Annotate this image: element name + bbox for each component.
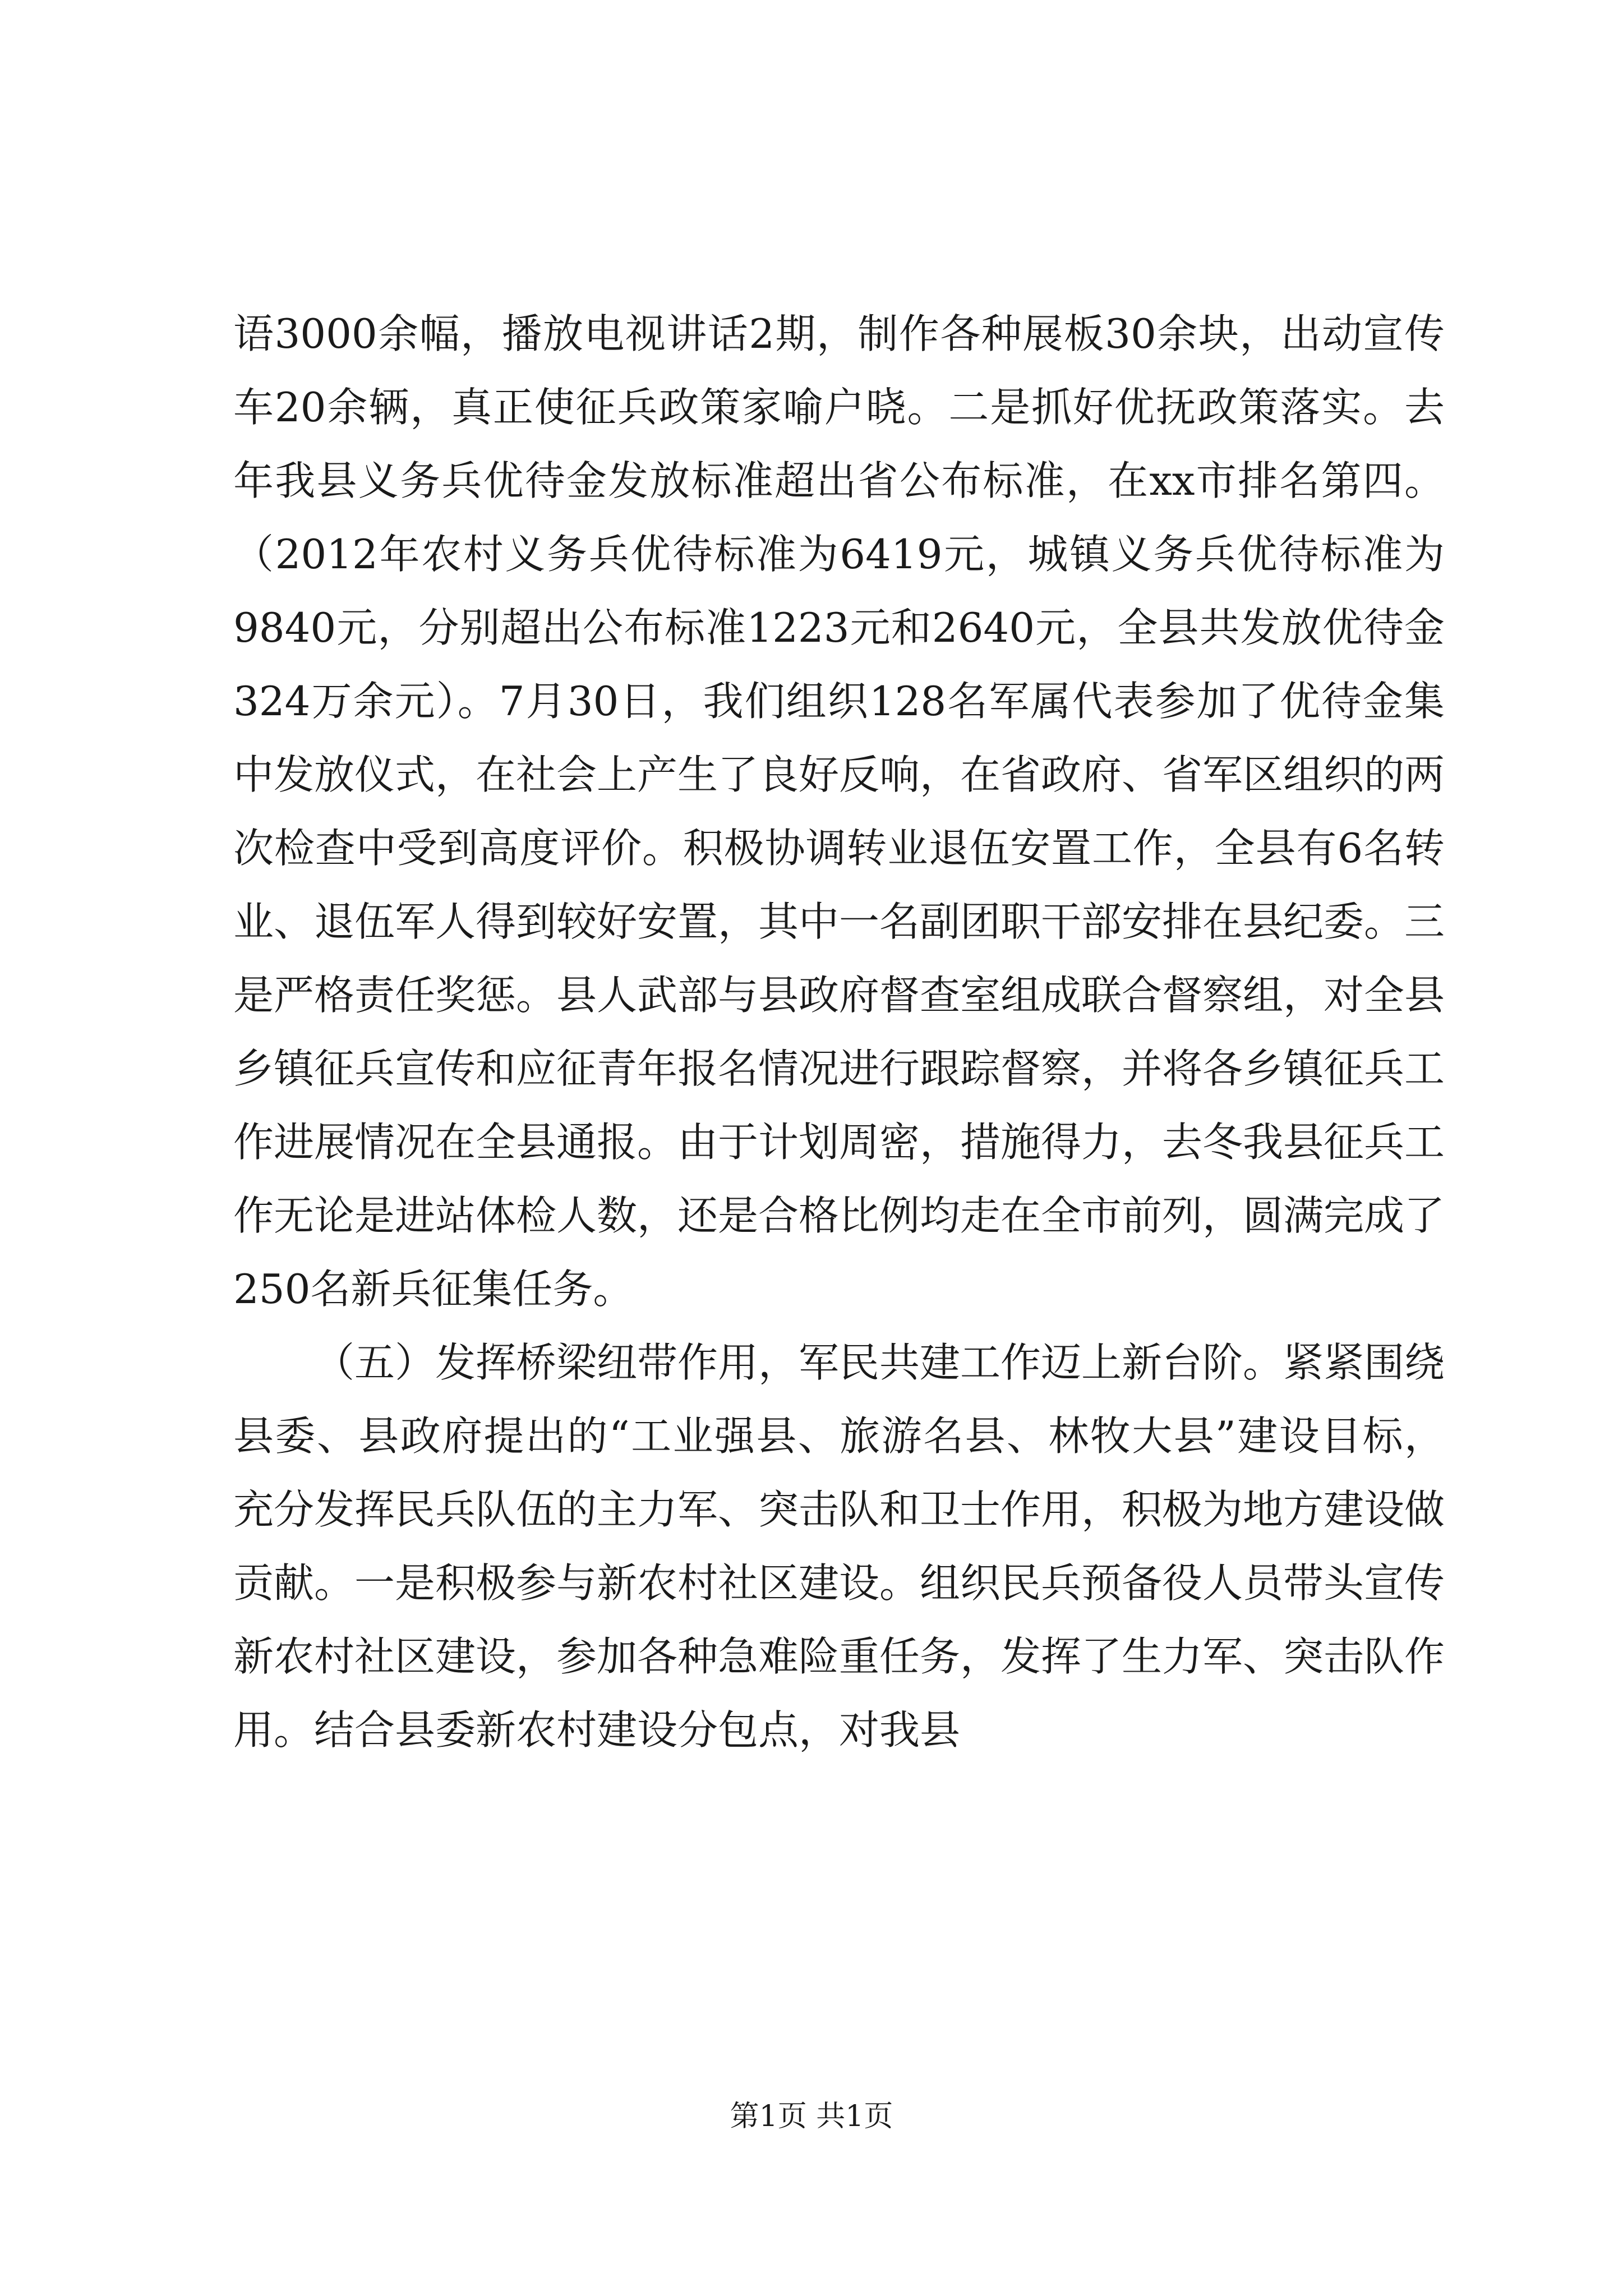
page-footer: 第1页 共1页 xyxy=(730,2100,893,2133)
paragraph-section-five: （五）发挥桥梁纽带作用，军民共建工作迈上新台阶。紧紧围绕县委、县政府提出的“工业强县、旅游名县、林牧大县”建设目标，充分发挥民兵队伍的主力军、突击队和卫士作用，积极为地方建设做贡献。一是积极参与新农村社区建设。组织民兵预备役人员带头宣传新农村社区建设，参加各种急难险重任务，发挥了生力军、突击队作用。结合县委新农村建设分包点，对我县 xyxy=(233,1339,1445,1754)
document-body xyxy=(233,297,1445,1767)
paragraph-continued: 语3000余幅，播放电视讲话2期，制作各种展板30余块，出动宣传车20余辆，真正使征兵政策家喻户晓。二是抓好优抚政策落实。去年我县义务兵优待金发放标准超出省公布标准，在xx市排名第四。（2012年农村义务兵优待标准为6419元，城镇义务兵优待标准为9840元，分别超出公布标准1223元和2640元，全县共发放优待金324万余元）。7月30日，我们组织128名军属代表参加了优待金集中发放仪式，在社会上产生了良好反响，在省政府、省军区组织的两次检查中受到高度评价。积极协调转业退伍安置工作，全县有6名转业、退伍军人得到较好安置，其中一名副团职干部安排在县纪委。三是严格责任奖惩。县人武部与县政府督查室组成联合督察组，对全县乡镇征兵宣传和应征青年报名情况进行跟踪督察，并将各乡镇征兵工作进展情况在全县通报。由于计划周密，措施得力，去冬我县征兵工作无论是进站体检人数，还是合格比例均走在全市前列，圆满完成了250名新兵征集任务。 xyxy=(233,310,1445,1313)
